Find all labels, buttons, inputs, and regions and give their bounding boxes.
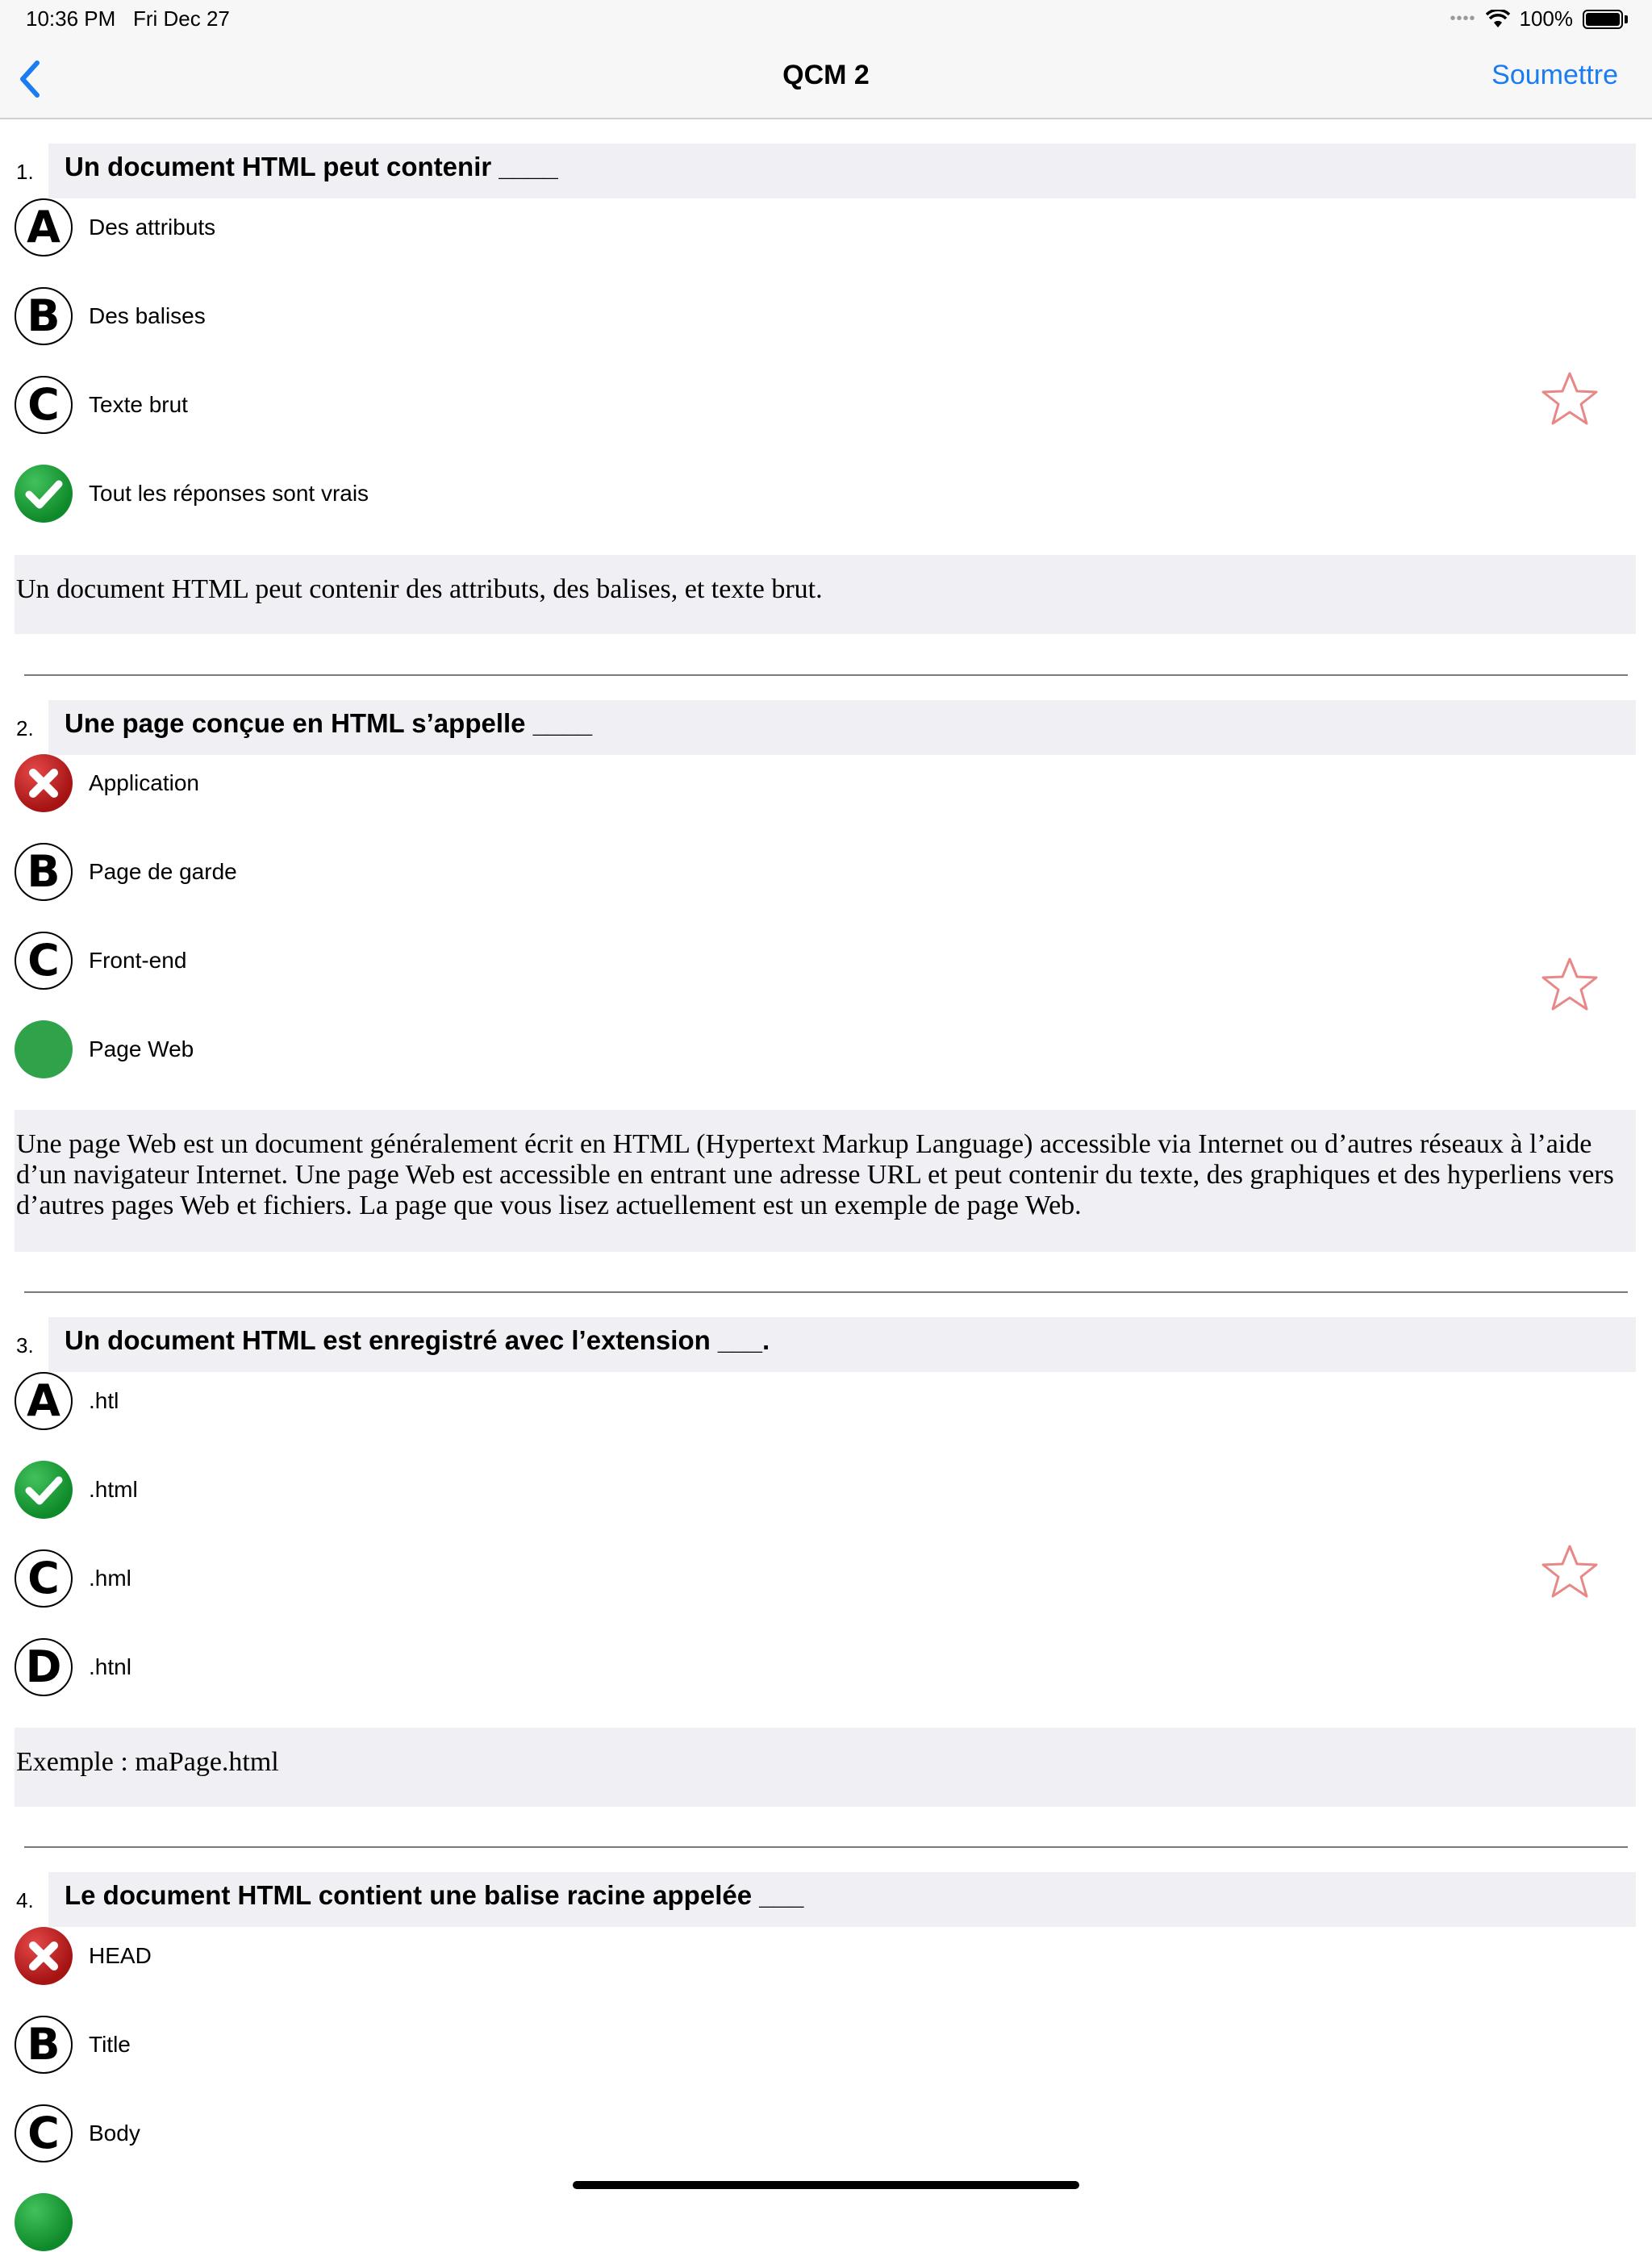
question-text: Un document HTML est enregistré avec l’extension ___.	[65, 1325, 770, 1355]
wrong-x-icon	[15, 754, 73, 812]
option-d[interactable]	[15, 1020, 821, 1079]
option-b[interactable]	[15, 842, 821, 902]
option-label: Title	[89, 2032, 131, 2057]
question-text: Une page conçue en HTML s’appelle ____	[65, 708, 593, 738]
option-c[interactable]	[15, 931, 821, 990]
option-c[interactable]	[15, 2104, 821, 2163]
option-label: Body	[89, 2121, 140, 2146]
checkmark-icon	[15, 1461, 73, 1519]
option-a[interactable]	[15, 198, 821, 257]
option-label: Front-end	[89, 948, 187, 973]
submit-button[interactable]: Soumettre	[1491, 60, 1618, 90]
option-d[interactable]	[15, 2192, 821, 2252]
time-text: 10:36 PM	[26, 6, 116, 31]
question-number: 1.	[16, 160, 34, 184]
option-label: Des balises	[89, 303, 206, 328]
option-label: .htnl	[89, 1654, 131, 1679]
option-b[interactable]	[15, 286, 821, 346]
divider	[24, 674, 1628, 676]
correct-dot-icon	[15, 1020, 73, 1078]
option-a[interactable]	[15, 1371, 821, 1431]
home-indicator[interactable]	[573, 2181, 1079, 2189]
option-a[interactable]	[15, 1926, 821, 1986]
option-label: .hml	[89, 1566, 131, 1591]
letter-c-icon: C	[15, 2104, 73, 2162]
letter-b-icon: B	[15, 843, 73, 901]
question-header	[48, 1317, 1636, 1372]
checkmark-icon	[15, 2193, 73, 2251]
wrong-x-icon	[15, 1927, 73, 1985]
option-label: Des attributs	[89, 215, 216, 240]
star-icon[interactable]	[1541, 369, 1599, 427]
question-number: 4.	[16, 1888, 34, 1912]
option-c[interactable]	[15, 375, 821, 435]
status-bar	[0, 0, 1652, 39]
status-time	[26, 6, 230, 31]
letter-d-icon: D	[15, 1638, 73, 1696]
option-label: .htl	[89, 1388, 119, 1413]
option-c[interactable]	[15, 1549, 821, 1608]
battery-percent: 100%	[1519, 6, 1573, 31]
star-icon[interactable]	[1541, 955, 1599, 1013]
option-d[interactable]	[15, 464, 821, 523]
question-text: Un document HTML peut contenir ____	[65, 152, 558, 181]
question-header	[48, 700, 1636, 755]
letter-a-icon: A	[15, 1372, 73, 1430]
battery-tip	[1625, 15, 1628, 23]
option-label: Application	[89, 770, 199, 795]
star-icon[interactable]	[1541, 1542, 1599, 1600]
divider	[24, 1846, 1628, 1848]
battery-icon	[1583, 10, 1623, 29]
option-a[interactable]	[15, 753, 821, 813]
cellular-icon: ••••	[1450, 10, 1476, 27]
divider	[24, 1291, 1628, 1293]
letter-b-icon: B	[15, 2016, 73, 2074]
navigation-bar	[0, 39, 1652, 119]
question-header	[48, 1872, 1636, 1927]
option-label: Texte brut	[89, 392, 188, 417]
question-text: Le document HTML contient une balise racine appelée ___	[65, 1880, 804, 1910]
option-label: .html	[89, 1477, 138, 1502]
explanation: Une page Web est un document généralement écrit en HTML (Hypertext Markup Language) accessible via Internet ou d’autres réseaux à l’aide d’un navigateur Internet. Une page Web est accessible en entrant une adresse URL et peut contenir du texte, des graphiques et des hyperliens vers d’autres pages Web et fichiers. La page que vous lisez actuellement est un exemple de page Web.	[15, 1110, 1636, 1252]
wifi-icon	[1486, 10, 1510, 29]
page-title: QCM 2	[782, 60, 870, 90]
letter-a-icon: A	[15, 198, 73, 256]
question-number: 3.	[16, 1333, 34, 1357]
option-label: Tout les réponses sont vrais	[89, 481, 369, 506]
date-text: Fri Dec 27	[132, 6, 230, 31]
letter-c-icon: C	[15, 932, 73, 990]
explanation: Un document HTML peut contenir des attributs, des balises, et texte brut.	[15, 555, 1636, 634]
checkmark-icon	[15, 465, 73, 523]
letter-c-icon: C	[15, 376, 73, 434]
letter-c-icon: C	[15, 1549, 73, 1608]
question-number: 2.	[16, 716, 34, 740]
option-b[interactable]	[15, 1460, 821, 1520]
option-d[interactable]	[15, 1637, 821, 1697]
option-label: Page de garde	[89, 859, 237, 884]
option-b[interactable]	[15, 2015, 821, 2075]
option-label: HEAD	[89, 1943, 152, 1968]
question-header	[48, 144, 1636, 198]
explanation: Exemple : maPage.html	[15, 1728, 1636, 1807]
option-label: Page Web	[89, 1036, 194, 1061]
status-indicators	[1450, 6, 1628, 31]
letter-b-icon: B	[15, 287, 73, 345]
